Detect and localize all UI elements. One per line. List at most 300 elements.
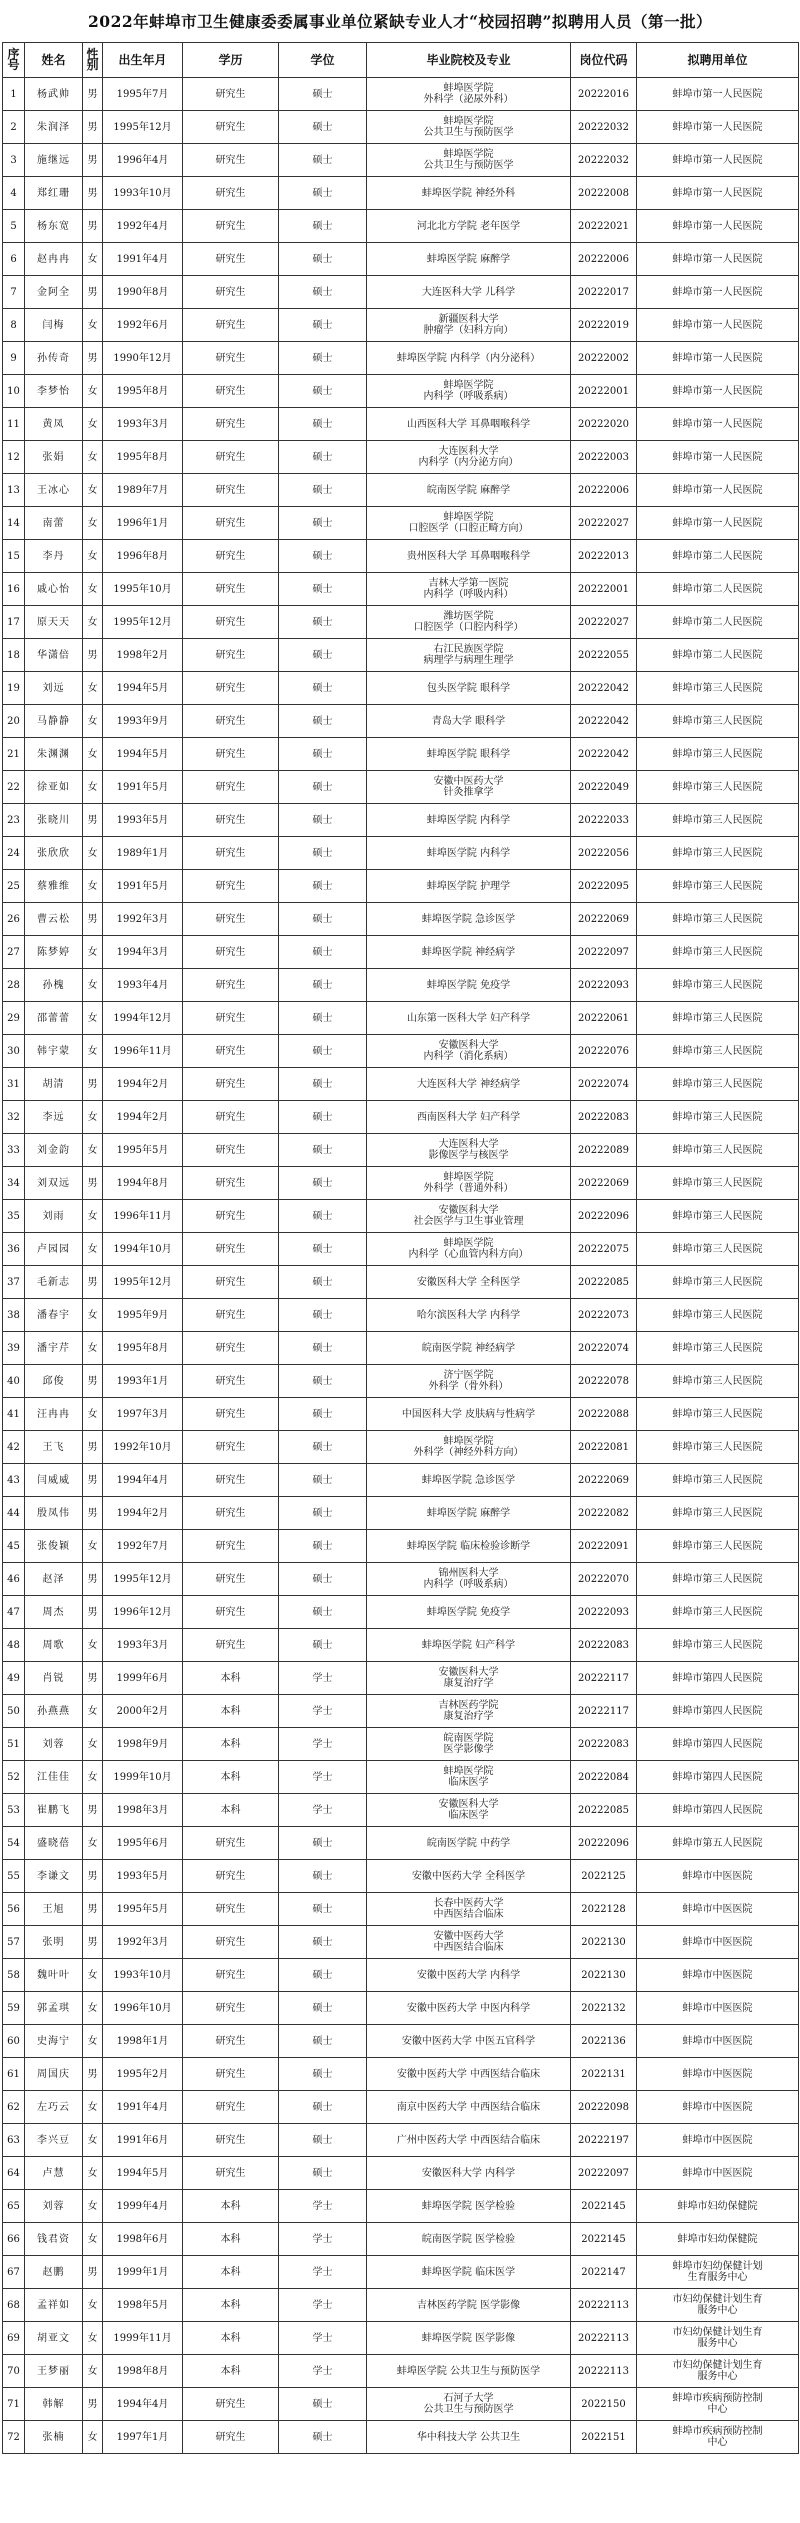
cell-education: 研究生 (183, 441, 279, 474)
cell-birth: 1998年9月 (103, 1728, 183, 1761)
cell-position-code: 20222056 (571, 837, 637, 870)
cell-school-major (367, 1233, 571, 1266)
cell-employer-line: 蚌埠市第三人民医院 (672, 1243, 763, 1255)
cell-no: 23 (3, 804, 25, 837)
cell-gender: 女 (83, 606, 103, 639)
cell-employer-line: 蚌埠市第三人民医院 (672, 1441, 763, 1453)
cell-gender: 女 (83, 1992, 103, 2025)
cell-school-major (367, 2124, 571, 2157)
cell-employer (637, 441, 799, 474)
cell-employer (637, 177, 799, 210)
cell-employer (637, 408, 799, 441)
cell-school-major-line: 安徽中医药大学 全科医学 (411, 1870, 526, 1882)
cell-education: 研究生 (183, 375, 279, 408)
cell-no: 69 (3, 2322, 25, 2355)
cell-degree: 硕士 (279, 243, 367, 276)
table-header-row (3, 43, 799, 78)
cell-school-major-line: 针灸推拿学 (443, 787, 494, 798)
table-row (3, 309, 799, 342)
table-row (3, 1068, 799, 1101)
cell-birth: 1991年4月 (103, 2091, 183, 2124)
cell-no: 71 (3, 2388, 25, 2421)
cell-no: 36 (3, 1233, 25, 1266)
cell-position-code: 20222117 (571, 1662, 637, 1695)
cell-school-major-line: 安徽医科大学 内科学 (421, 2167, 516, 2179)
table-row (3, 540, 799, 573)
cell-school-major-line: 吉林医药学院 (438, 1700, 499, 1711)
cell-birth: 1991年6月 (103, 2124, 183, 2157)
table-body (3, 78, 799, 2454)
cell-degree: 硕士 (279, 1497, 367, 1530)
cell-birth: 1990年8月 (103, 276, 183, 309)
cell-employer (637, 2190, 799, 2223)
cell-degree: 硕士 (279, 2091, 367, 2124)
header-birth: 出生年月 (103, 43, 183, 78)
cell-degree: 硕士 (279, 111, 367, 144)
cell-position-code: 20222084 (571, 1761, 637, 1794)
cell-school-major-line: 蚌埠医学院 麻醉学 (426, 253, 511, 265)
cell-degree: 硕士 (279, 969, 367, 1002)
cell-birth: 1999年1月 (103, 2256, 183, 2289)
cell-birth: 1993年5月 (103, 1860, 183, 1893)
cell-school-major-line: 社会医学与卫生事业管理 (413, 1216, 524, 1227)
cell-employer (637, 144, 799, 177)
cell-no: 29 (3, 1002, 25, 1035)
table-row (3, 1431, 799, 1464)
cell-employer (637, 606, 799, 639)
cell-birth: 1993年5月 (103, 804, 183, 837)
cell-school-major-line: 潍坊医学院 (443, 611, 494, 622)
cell-school-major (367, 1200, 571, 1233)
table-row (3, 969, 799, 1002)
cell-birth: 1993年1月 (103, 1365, 183, 1398)
cell-school-major (367, 606, 571, 639)
cell-education: 研究生 (183, 1035, 279, 1068)
table-row (3, 1761, 799, 1794)
cell-school-major (367, 1365, 571, 1398)
cell-school-major (367, 1002, 571, 1035)
cell-school-major (367, 1068, 571, 1101)
cell-employer-line: 服务中心 (697, 2305, 738, 2316)
cell-employer (637, 1497, 799, 1530)
cell-position-code: 20222049 (571, 771, 637, 804)
cell-gender: 男 (83, 78, 103, 111)
cell-education: 研究生 (183, 2124, 279, 2157)
cell-degree: 硕士 (279, 936, 367, 969)
cell-no: 3 (3, 144, 25, 177)
cell-education: 研究生 (183, 672, 279, 705)
cell-education: 研究生 (183, 738, 279, 771)
cell-school-major (367, 78, 571, 111)
cell-gender: 女 (83, 243, 103, 276)
cell-degree: 硕士 (279, 1992, 367, 2025)
cell-gender: 女 (83, 1827, 103, 1860)
cell-school-major-line: 蚌埠医学院 (443, 1436, 494, 1447)
cell-name: 闫威威 (25, 1464, 83, 1497)
cell-school-major (367, 738, 571, 771)
cell-degree: 硕士 (279, 276, 367, 309)
cell-name: 黄凤 (25, 408, 83, 441)
cell-degree: 硕士 (279, 771, 367, 804)
cell-no: 8 (3, 309, 25, 342)
cell-position-code: 20222113 (571, 2289, 637, 2322)
cell-employer (637, 2322, 799, 2355)
header-position-code: 岗位代码 (571, 43, 637, 78)
table-row (3, 2256, 799, 2289)
cell-employer-line: 蚌埠市中医医院 (682, 2134, 753, 2146)
cell-school-major (367, 2421, 571, 2454)
cell-degree: 硕士 (279, 1134, 367, 1167)
cell-school-major-line: 吉林医药学院 医学影像 (416, 2299, 521, 2311)
cell-gender: 女 (83, 870, 103, 903)
cell-degree: 硕士 (279, 474, 367, 507)
cell-school-major (367, 1629, 571, 1662)
cell-no: 12 (3, 441, 25, 474)
cell-school-major (367, 1035, 571, 1068)
cell-school-major-line: 外科学（骨外科） (428, 1381, 509, 1392)
cell-school-major-line: 外科学（普通外科） (423, 1183, 514, 1194)
cell-employer (637, 1299, 799, 1332)
cell-gender: 男 (83, 1596, 103, 1629)
cell-education: 本科 (183, 2223, 279, 2256)
cell-education: 研究生 (183, 1002, 279, 1035)
cell-name: 左巧云 (25, 2091, 83, 2124)
cell-education: 研究生 (183, 639, 279, 672)
cell-school-major-line: 济宁医学院 (443, 1370, 494, 1381)
cell-school-major-line: 蚌埠医学院 (443, 1172, 494, 1183)
table-row (3, 1167, 799, 1200)
cell-school-major (367, 1761, 571, 1794)
cell-school-major (367, 1530, 571, 1563)
cell-degree: 学士 (279, 1794, 367, 1827)
cell-birth: 1998年5月 (103, 2289, 183, 2322)
table-row (3, 1695, 799, 1728)
cell-school-major-line: 安徽中医药大学 (433, 776, 504, 787)
cell-birth: 1993年3月 (103, 1629, 183, 1662)
cell-school-major-line: 蚌埠医学院 护理学 (426, 880, 511, 892)
cell-name: 朱渊渊 (25, 738, 83, 771)
cell-no: 46 (3, 1563, 25, 1596)
cell-school-major-line: 蚌埠医学院 麻醉学 (426, 1507, 511, 1519)
cell-birth: 1992年10月 (103, 1431, 183, 1464)
cell-school-major-line: 内科学（心血管内科方向） (408, 1249, 529, 1260)
cell-birth: 1996年4月 (103, 144, 183, 177)
cell-school-major (367, 705, 571, 738)
cell-employer-line: 蚌埠市第三人民医院 (672, 1606, 763, 1618)
cell-name: 刘双远 (25, 1167, 83, 1200)
cell-degree: 学士 (279, 1662, 367, 1695)
table-row (3, 1860, 799, 1893)
cell-birth: 1999年10月 (103, 1761, 183, 1794)
table-row (3, 1365, 799, 1398)
cell-employer-line: 蚌埠市第三人民医院 (672, 715, 763, 727)
cell-gender: 女 (83, 1299, 103, 1332)
cell-gender: 女 (83, 474, 103, 507)
cell-employer (637, 243, 799, 276)
cell-employer (637, 2124, 799, 2157)
cell-education: 研究生 (183, 804, 279, 837)
cell-degree: 硕士 (279, 177, 367, 210)
cell-school-major-line: 病理学与病理生理学 (423, 655, 514, 666)
cell-gender: 男 (83, 276, 103, 309)
cell-school-major-line: 公共卫生与预防医学 (423, 2404, 514, 2415)
cell-employer-line: 蚌埠市中医医院 (682, 2035, 753, 2047)
cell-education: 本科 (183, 1728, 279, 1761)
cell-position-code: 20222006 (571, 243, 637, 276)
table-row (3, 144, 799, 177)
cell-school-major-line: 安徽医科大学 (438, 1040, 499, 1051)
cell-school-major-line: 内科学（呼吸内科） (423, 589, 514, 600)
cell-birth: 1994年4月 (103, 2388, 183, 2421)
cell-position-code: 20222117 (571, 1695, 637, 1728)
cell-school-major-line: 蚌埠医学院 神经病学 (421, 946, 516, 958)
cell-no: 9 (3, 342, 25, 375)
table-row (3, 474, 799, 507)
cell-school-major-line: 安徽中医药大学 中医内科学 (406, 2002, 531, 2014)
cell-gender: 男 (83, 1926, 103, 1959)
cell-education: 研究生 (183, 78, 279, 111)
cell-school-major-line: 蚌埠医学院 公共卫生与预防医学 (396, 2365, 541, 2377)
cell-degree: 硕士 (279, 210, 367, 243)
cell-position-code: 20222069 (571, 903, 637, 936)
cell-employer (637, 1134, 799, 1167)
cell-degree: 硕士 (279, 1893, 367, 1926)
cell-birth: 1998年8月 (103, 2355, 183, 2388)
cell-employer-line: 蚌埠市第一人民医院 (672, 451, 763, 463)
cell-degree: 学士 (279, 2355, 367, 2388)
cell-birth: 1989年7月 (103, 474, 183, 507)
table-row (3, 210, 799, 243)
table-row (3, 1563, 799, 1596)
cell-school-major-line: 外科学（神经外科方向） (413, 1447, 524, 1458)
cell-name: 原天天 (25, 606, 83, 639)
cell-name: 戚心怡 (25, 573, 83, 606)
cell-name: 张俊颖 (25, 1530, 83, 1563)
cell-employer-line: 蚌埠市中医医院 (682, 2002, 753, 2014)
table-row (3, 1332, 799, 1365)
cell-education: 研究生 (183, 1596, 279, 1629)
cell-position-code: 20222113 (571, 2322, 637, 2355)
cell-degree: 硕士 (279, 1002, 367, 1035)
cell-gender: 女 (83, 507, 103, 540)
cell-education: 研究生 (183, 1332, 279, 1365)
cell-education: 研究生 (183, 1167, 279, 1200)
cell-employer (637, 2355, 799, 2388)
cell-gender: 男 (83, 1497, 103, 1530)
cell-no: 40 (3, 1365, 25, 1398)
cell-school-major (367, 1860, 571, 1893)
cell-position-code: 2022130 (571, 1926, 637, 1959)
cell-position-code: 20222097 (571, 936, 637, 969)
cell-education: 研究生 (183, 243, 279, 276)
cell-position-code: 20222078 (571, 1365, 637, 1398)
cell-education: 研究生 (183, 474, 279, 507)
cell-position-code: 20222055 (571, 639, 637, 672)
cell-degree: 硕士 (279, 2421, 367, 2454)
cell-position-code: 2022131 (571, 2058, 637, 2091)
cell-gender: 男 (83, 1431, 103, 1464)
cell-school-major-line: 蚌埠医学院 妇产科学 (421, 1639, 516, 1651)
cell-name: 孙槐 (25, 969, 83, 1002)
cell-school-major-line: 大连医科大学 儿科学 (421, 286, 516, 298)
cell-name: 刘蓉 (25, 1728, 83, 1761)
cell-degree: 硕士 (279, 1596, 367, 1629)
cell-employer (637, 1629, 799, 1662)
cell-birth: 1995年10月 (103, 573, 183, 606)
cell-education: 研究生 (183, 1959, 279, 1992)
cell-employer (637, 1167, 799, 1200)
cell-school-major-line: 康复治疗学 (443, 1678, 494, 1689)
cell-employer-line: 蚌埠市第三人民医院 (672, 1309, 763, 1321)
cell-school-major (367, 1827, 571, 1860)
cell-position-code: 2022132 (571, 1992, 637, 2025)
cell-school-major (367, 2355, 571, 2388)
cell-school-major-line: 大连医科大学 神经病学 (416, 1078, 521, 1090)
cell-school-major-line: 安徽医科大学 全科医学 (416, 1276, 521, 1288)
cell-employer-line: 蚌埠市中医医院 (682, 1870, 753, 1882)
cell-employer-line: 蚌埠市第三人民医院 (672, 847, 763, 859)
cell-name: 陈梦婷 (25, 936, 83, 969)
cell-education: 研究生 (183, 1464, 279, 1497)
table-row (3, 177, 799, 210)
cell-employer-line: 蚌埠市第三人民医院 (672, 1078, 763, 1090)
cell-school-major-line: 中西医结合临床 (433, 1942, 504, 1953)
cell-no: 55 (3, 1860, 25, 1893)
cell-no: 50 (3, 1695, 25, 1728)
cell-name: 魏叶叶 (25, 1959, 83, 1992)
cell-position-code: 20222197 (571, 2124, 637, 2157)
cell-school-major-line: 安徽医科大学 (438, 1667, 499, 1678)
cell-school-major-line: 蚌埠医学院 医学影像 (421, 2332, 516, 2344)
cell-birth: 1996年1月 (103, 507, 183, 540)
cell-gender: 男 (83, 342, 103, 375)
table-row (3, 1002, 799, 1035)
cell-school-major (367, 639, 571, 672)
cell-employer-line: 蚌埠市第三人民医院 (672, 1177, 763, 1189)
table-row (3, 1464, 799, 1497)
cell-school-major (367, 210, 571, 243)
cell-no: 28 (3, 969, 25, 1002)
cell-employer (637, 1926, 799, 1959)
cell-name: 刘金韵 (25, 1134, 83, 1167)
cell-degree: 硕士 (279, 342, 367, 375)
cell-employer (637, 672, 799, 705)
cell-employer (637, 507, 799, 540)
table-row (3, 1299, 799, 1332)
table-row (3, 342, 799, 375)
cell-degree: 硕士 (279, 1332, 367, 1365)
cell-employer (637, 1596, 799, 1629)
cell-school-major-line: 蚌埠医学院 内科学（内分泌科） (396, 352, 541, 364)
cell-school-major (367, 2025, 571, 2058)
cell-employer (637, 2223, 799, 2256)
cell-gender: 男 (83, 1662, 103, 1695)
cell-education: 研究生 (183, 1926, 279, 1959)
cell-gender: 男 (83, 639, 103, 672)
cell-name: 邱俊 (25, 1365, 83, 1398)
cell-school-major (367, 1728, 571, 1761)
cell-employer (637, 2091, 799, 2124)
cell-school-major-line: 哈尔滨医科大学 内科学 (416, 1309, 521, 1321)
cell-degree: 硕士 (279, 1827, 367, 1860)
cell-school-major (367, 1101, 571, 1134)
cell-employer-line: 蚌埠市中医医院 (682, 2068, 753, 2080)
cell-employer (637, 969, 799, 1002)
cell-birth: 1996年11月 (103, 1200, 183, 1233)
cell-birth: 1998年2月 (103, 639, 183, 672)
cell-no: 51 (3, 1728, 25, 1761)
cell-gender: 女 (83, 1629, 103, 1662)
cell-school-major (367, 2190, 571, 2223)
cell-degree: 硕士 (279, 2388, 367, 2421)
cell-position-code: 20222017 (571, 276, 637, 309)
cell-employer-line: 蚌埠市第三人民医院 (672, 946, 763, 958)
cell-education: 研究生 (183, 1497, 279, 1530)
cell-employer-line: 蚌埠市第三人民医院 (672, 1408, 763, 1420)
cell-position-code: 20222019 (571, 309, 637, 342)
cell-position-code: 20222082 (571, 1497, 637, 1530)
cell-education: 研究生 (183, 903, 279, 936)
cell-education: 本科 (183, 2322, 279, 2355)
cell-name: 李兴豆 (25, 2124, 83, 2157)
cell-birth: 1992年3月 (103, 903, 183, 936)
header-employer: 拟聘用单位 (637, 43, 799, 78)
cell-position-code: 20222069 (571, 1464, 637, 1497)
cell-gender: 女 (83, 573, 103, 606)
cell-school-major-line: 蚌埠医学院 眼科学 (426, 748, 511, 760)
cell-school-major-line: 山西医科大学 耳鼻咽喉科学 (406, 418, 531, 430)
table-row (3, 507, 799, 540)
cell-education: 研究生 (183, 969, 279, 1002)
cell-employer (637, 1794, 799, 1827)
table-row (3, 2025, 799, 2058)
table-row (3, 111, 799, 144)
cell-degree: 硕士 (279, 78, 367, 111)
cell-gender: 男 (83, 144, 103, 177)
table-row (3, 375, 799, 408)
cell-school-major (367, 2256, 571, 2289)
table-row (3, 1266, 799, 1299)
cell-name: 王梦丽 (25, 2355, 83, 2388)
cell-employer-line: 蚌埠市第三人民医院 (672, 979, 763, 991)
cell-school-major-line: 南京中医药大学 中西医结合临床 (396, 2101, 541, 2113)
table-row (3, 573, 799, 606)
cell-degree: 硕士 (279, 540, 367, 573)
cell-school-major-line: 皖南医学院 麻醉学 (426, 484, 511, 496)
cell-name: 韩解 (25, 2388, 83, 2421)
cell-education: 研究生 (183, 2421, 279, 2454)
cell-name: 张明 (25, 1926, 83, 1959)
cell-school-major (367, 540, 571, 573)
cell-birth: 1995年8月 (103, 441, 183, 474)
cell-no: 10 (3, 375, 25, 408)
cell-degree: 硕士 (279, 903, 367, 936)
cell-employer (637, 1431, 799, 1464)
page-title: 2022年蚌埠市卫生健康委委属事业单位紧缺专业人才“校园招聘”拟聘用人员（第一批） (88, 12, 712, 31)
table-row (3, 2388, 799, 2421)
cell-employer (637, 1530, 799, 1563)
cell-name: 王飞 (25, 1431, 83, 1464)
cell-school-major-line: 蚌埠医学院 内科学 (426, 814, 511, 826)
cell-education: 本科 (183, 2256, 279, 2289)
cell-position-code: 20222001 (571, 375, 637, 408)
cell-school-major-line: 安徽中医药大学 中西医结合临床 (396, 2068, 541, 2080)
table-row (3, 1662, 799, 1695)
cell-position-code: 20222093 (571, 1596, 637, 1629)
cell-school-major (367, 1431, 571, 1464)
cell-degree: 学士 (279, 2223, 367, 2256)
cell-degree: 硕士 (279, 2058, 367, 2091)
